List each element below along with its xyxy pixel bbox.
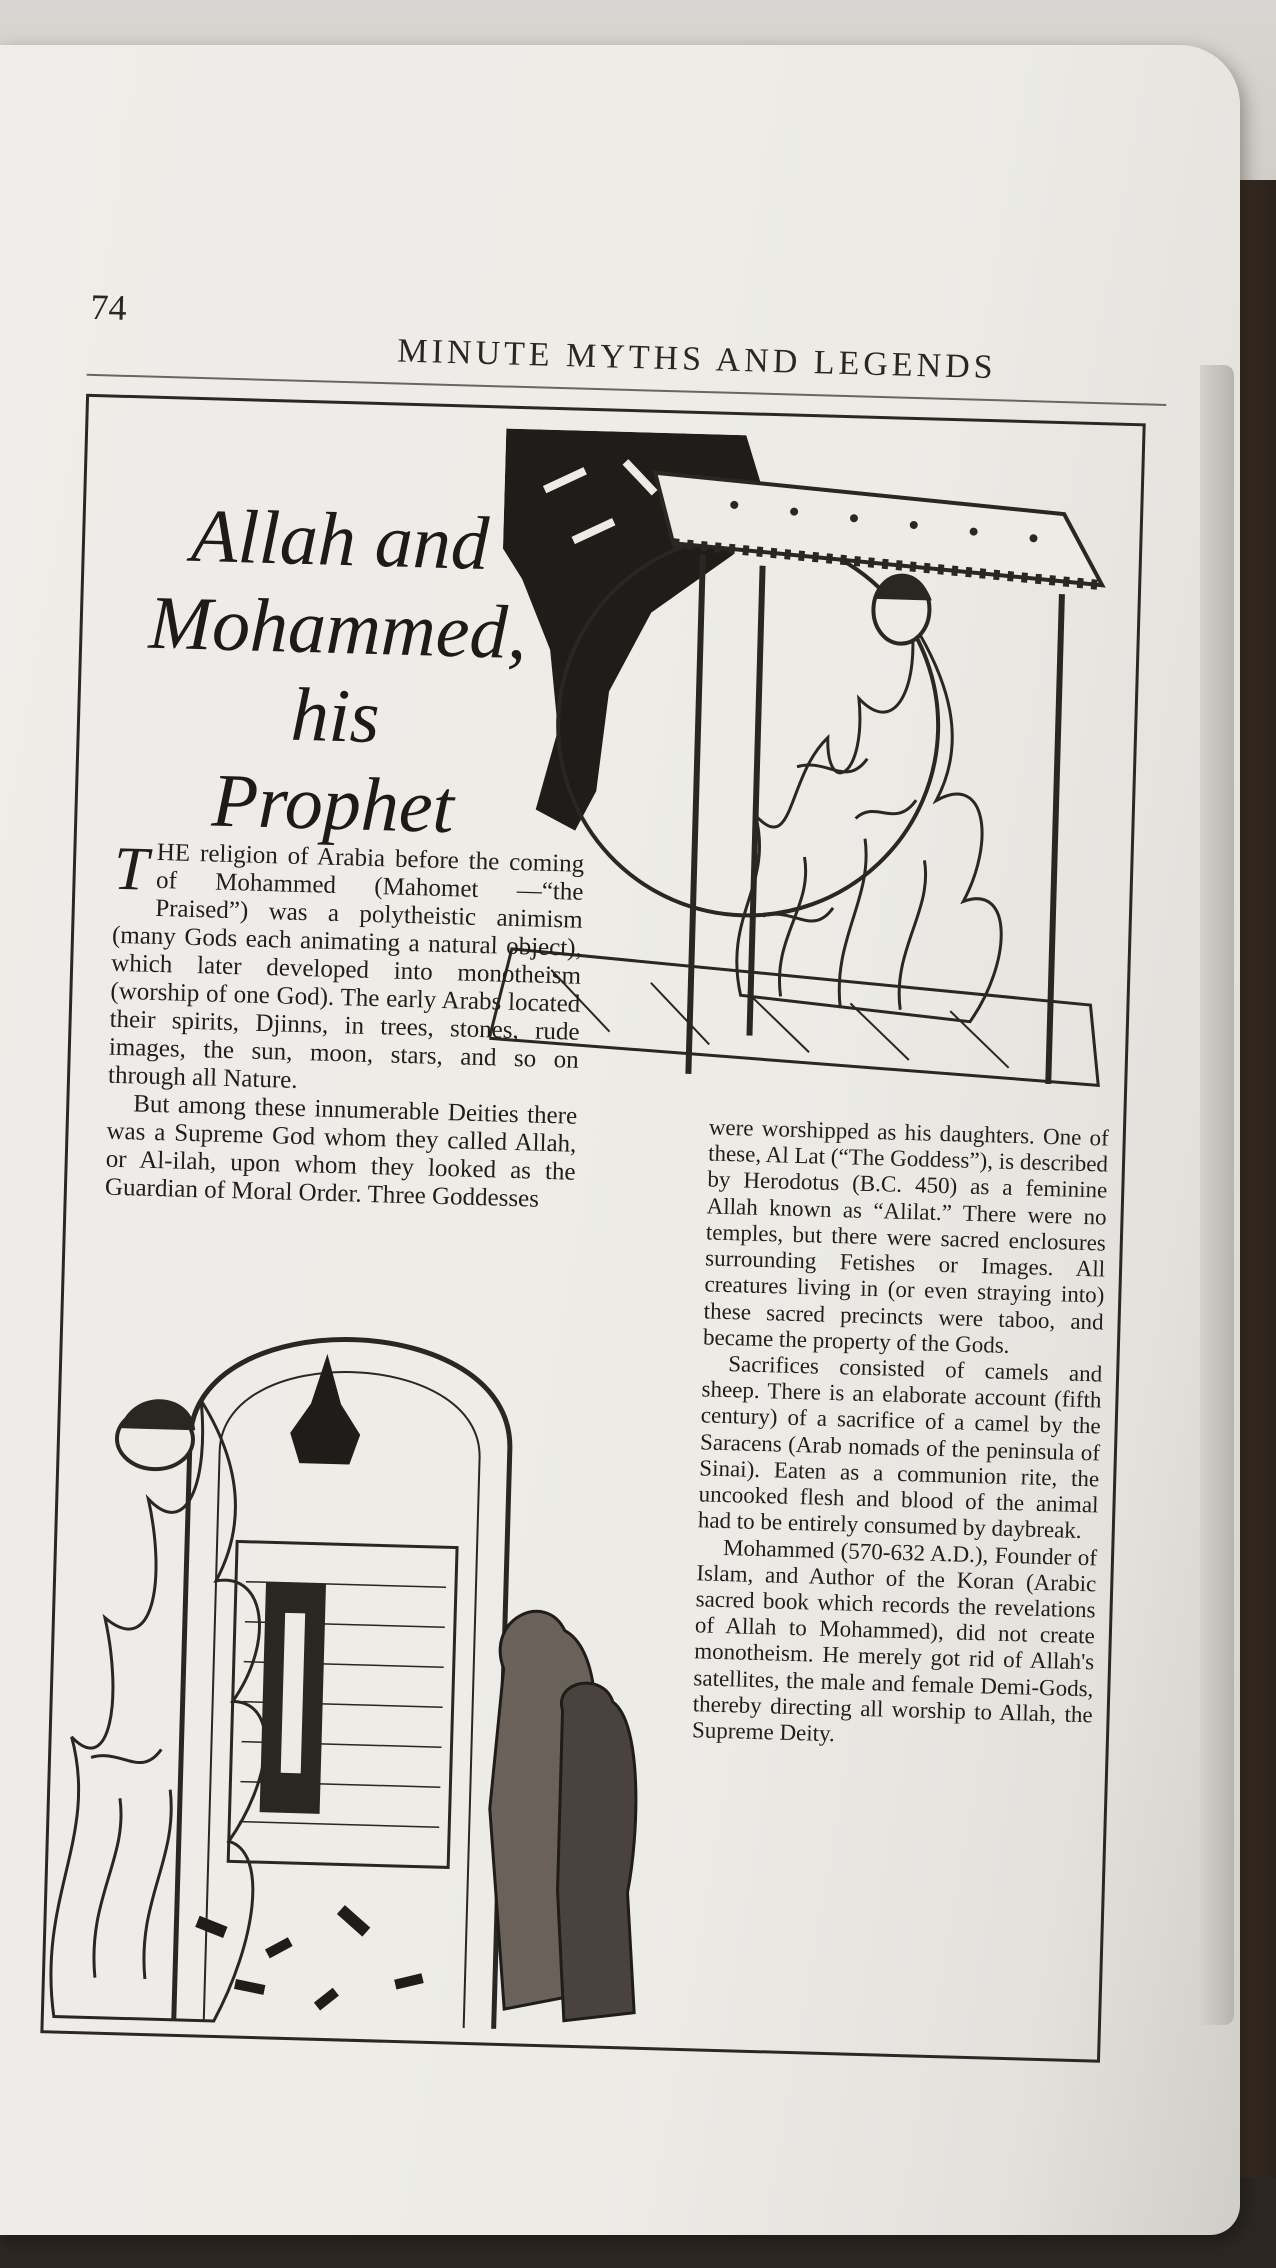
page-edge: [1200, 365, 1234, 2025]
paragraph-text: HE religion of Arabia before the coming of Mohammed (Mahomet —“the Praised”) was a polytheistic animism (many Gods each animating a natural object), which later developed into monotheism (worship of one God). The early Arabs located their spirits, Djinns, in trees, stones, rude images, the sun, moon, stars, and so on through all Nature.: [107, 838, 585, 1094]
paragraph: [107, 834, 585, 1103]
book-page: [0, 45, 1240, 2235]
page-number: 74: [90, 286, 128, 328]
paragraph: were worshipped as his daughters. One of these, Al Lat (“The Goddess”), is described by Herodotus (B.C. 450) as a feminine Allah known as “Alilat.” There were no temples, but there were sacred enclosures surrounding Fetishes or Images. All creatures living in (or even straying into) these sacred precincts were taboo, and became the property of the Gods.: [702, 1114, 1110, 1358]
running-head: MINUTE MYTHS AND LEGENDS: [396, 332, 998, 387]
right-text-column: [692, 1114, 1109, 1754]
title-line: Allah and: [190, 493, 491, 587]
paragraph: But among these innumerable Deities there was a Supreme God whom they called Allah, or Al-ilah, upon whom they looked as the Guardian of Moral Order. Three Goddesses: [104, 1090, 578, 1213]
illustration-bottom: [33, 1276, 674, 2053]
illustration-top: [488, 429, 1146, 1107]
article-title: [117, 490, 557, 854]
title-line: Prophet: [210, 758, 455, 850]
title-line: Mohammed, his: [147, 580, 528, 760]
burning-idol-icon: [33, 1276, 674, 2053]
paragraph: Sacrifices consisted of camels and sheep. There is an elaborate account (fifth century) of a sacrifice of a camel by the Saracens (Arab nomads of the peninsula of Sinai). Eaten as a communion rite, the uncooked flesh and blood of the animal had to be entirely consumed by daybreak.: [697, 1351, 1103, 1544]
flames-canopy-icon: [488, 429, 1146, 1107]
drop-cap: T: [112, 834, 150, 904]
page-content: [10, 255, 1200, 2086]
paragraph: Mohammed (570-632 A.D.), Founder of Islam, and Author of the Koran (Arabic sacred book which records the revelations of Allah to Mohammed), did not create monotheism. He merely got rid of Allah's satellites, the male and female Demi-Gods, thereby directing all worship to Allah, the Supreme Deity.: [691, 1534, 1098, 1747]
article-frame: [40, 394, 1145, 2063]
left-text-column: [104, 834, 585, 1215]
